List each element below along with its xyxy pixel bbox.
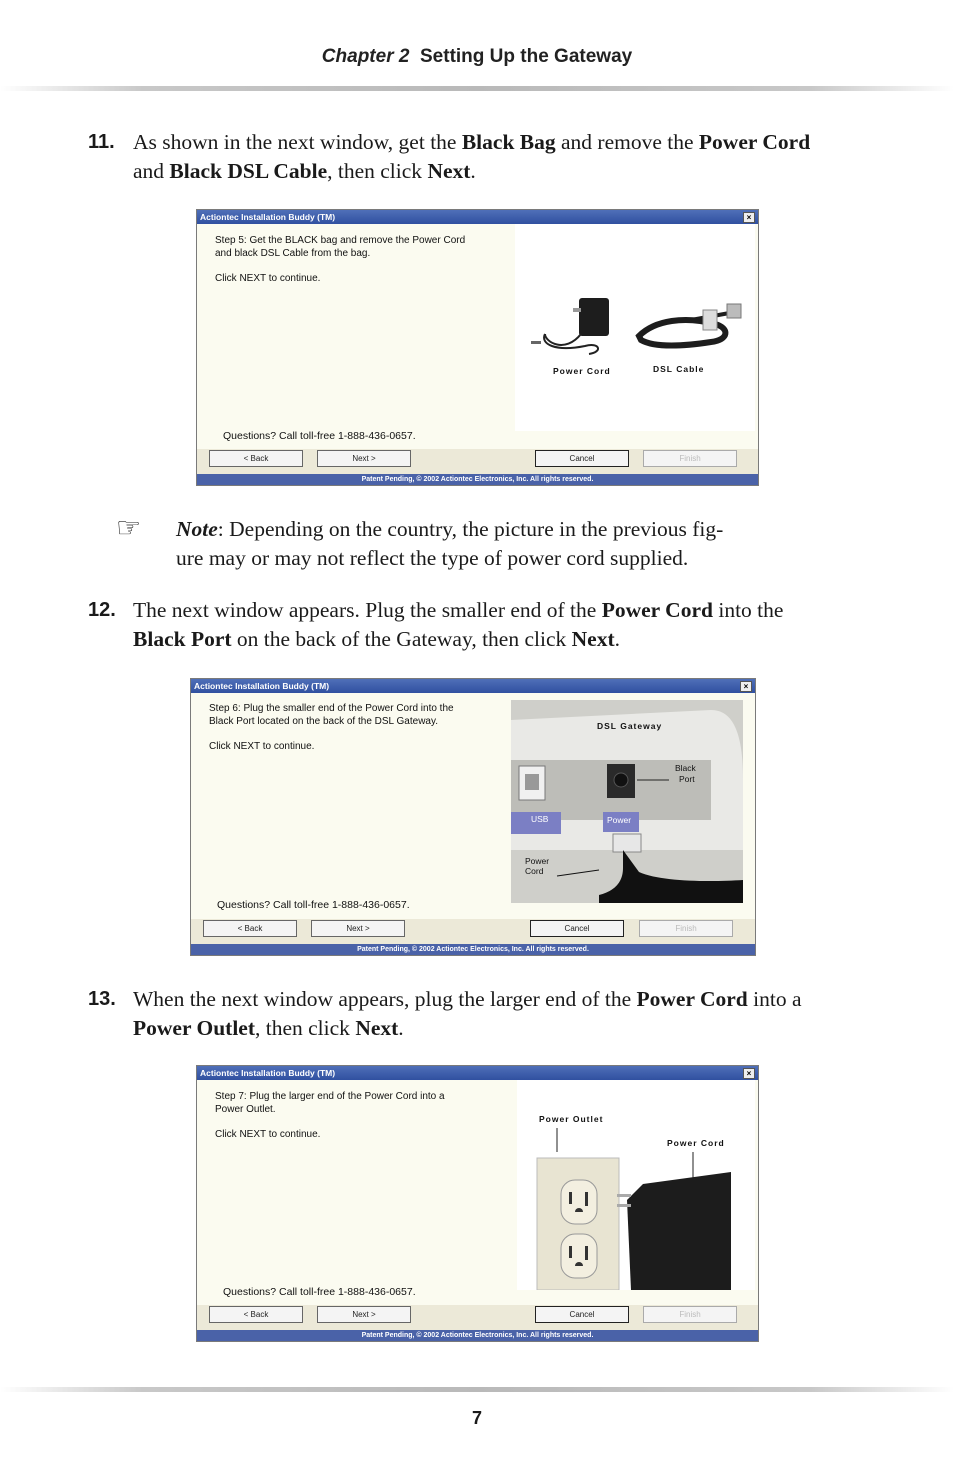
step-11 [88,128,878,186]
page-number: 7 [471,1408,482,1428]
step-text: The next window appears. Plug the smaller end of the Power Cord into the Black Port on the back of the Gateway, then click Next. [133,598,784,651]
pointing-hand-icon: ☞ [116,513,142,544]
finish-button[interactable]: Finish [643,450,737,467]
step-text: When the next window appears, plug the larger end of the Power Cord into a Power Outlet, then click Next. [133,987,802,1040]
title-bar [197,1066,758,1080]
step-instructions: Step 6: Plug the smaller end of the Power Cord into the Black Port located on the back of the DSL Gateway. Click NEXT to continue. [209,703,454,752]
next-button[interactable]: Next > [311,920,405,937]
step-number: 13. [88,988,116,1010]
finish-button[interactable]: Finish [643,1306,737,1323]
support-phone: Questions? Call toll-free 1-888-436-0657. [223,430,416,442]
chapter-label: Chapter 2 [321,46,410,67]
copyright-bar: Patent Pending, © 2002 Actiontec Electronics, Inc. All rights reserved. [191,944,755,955]
step-instructions: Step 7: Plug the larger end of the Power Cord into a Power Outlet. Click NEXT to continue. [215,1091,445,1140]
step-instructions: Step 5: Get the BLACK bag and remove the Power Cord and black DSL Cable from the bag. Click NEXT to continue. [215,235,466,284]
title-bar [191,679,755,693]
installer-dialog-step6 [190,678,756,956]
window-title: Actiontec Installation Buddy (TM) [200,212,336,222]
note-label: Note [176,517,218,541]
installer-dialog-step7 [196,1065,759,1342]
support-phone: Questions? Call toll-free 1-888-436-0657. [223,1286,416,1298]
step-12 [88,596,878,654]
usb-port-label: USB [531,814,549,824]
power-outlet-photo [517,1080,755,1290]
close-icon[interactable]: × [743,1068,755,1079]
dialog-body [191,693,755,919]
next-button[interactable]: Next > [317,450,411,467]
chapter-title: Setting Up the Gateway [420,46,633,67]
note-text: Note: Depending on the country, the picture in the previous fig- ure may or may not reflect the type of power cord supplied. [176,517,724,570]
finish-button[interactable]: Finish [639,920,733,937]
outlet-image-panel [517,1080,755,1290]
button-row [197,1306,758,1328]
footer-rule [0,1387,954,1392]
chapter-header [0,46,954,68]
power-cord-label-2: Cord [525,866,544,876]
power-cord-and-cable-illustration [515,224,755,431]
power-cord-label: Power [525,856,550,866]
black-port-label: Black [675,763,696,773]
close-icon[interactable]: × [740,681,752,692]
cancel-button[interactable]: Cancel [530,920,624,937]
gateway-port-image-panel [511,700,743,903]
step-text: As shown in the next window, get the Black Bag and remove the Power Cord and Black DSL Cable, then click Next. [133,130,811,183]
button-row [197,450,758,472]
power-cord-label: Power Cord [553,366,611,376]
copyright-bar: Patent Pending, © 2002 Actiontec Electronics, Inc. All rights reserved. [197,474,758,485]
back-button[interactable]: < Back [209,450,303,467]
copyright-bar: Patent Pending, © 2002 Actiontec Electronics, Inc. All rights reserved. [197,1330,758,1341]
back-button[interactable]: < Back [203,920,297,937]
dsl-gateway-label: DSL Gateway [597,721,663,731]
window-title: Actiontec Installation Buddy (TM) [200,1068,336,1078]
step-number: 11. [88,131,115,153]
dialog-body [197,224,758,449]
dialog-body [197,1080,758,1305]
power-outlet-label: Power Outlet [539,1114,604,1124]
installer-dialog-step5 [196,209,759,486]
button-row [191,920,755,942]
step-13 [88,985,878,1043]
support-phone: Questions? Call toll-free 1-888-436-0657. [217,899,410,911]
black-port-label-2: Port [679,774,695,784]
step-number: 12. [88,599,116,621]
dsl-cable-label: DSL Cable [653,364,705,374]
back-button[interactable]: < Back [209,1306,303,1323]
power-port-label: Power [607,815,632,825]
power-cord-label: Power Cord [667,1138,725,1148]
header-rule [0,86,954,91]
note-block [116,515,796,573]
title-bar [197,210,758,224]
next-button[interactable]: Next > [317,1306,411,1323]
close-icon[interactable]: × [743,212,755,223]
product-image-panel [515,224,755,431]
window-title: Actiontec Installation Buddy (TM) [194,681,330,691]
cancel-button[interactable]: Cancel [535,1306,629,1323]
cancel-button[interactable]: Cancel [535,450,629,467]
